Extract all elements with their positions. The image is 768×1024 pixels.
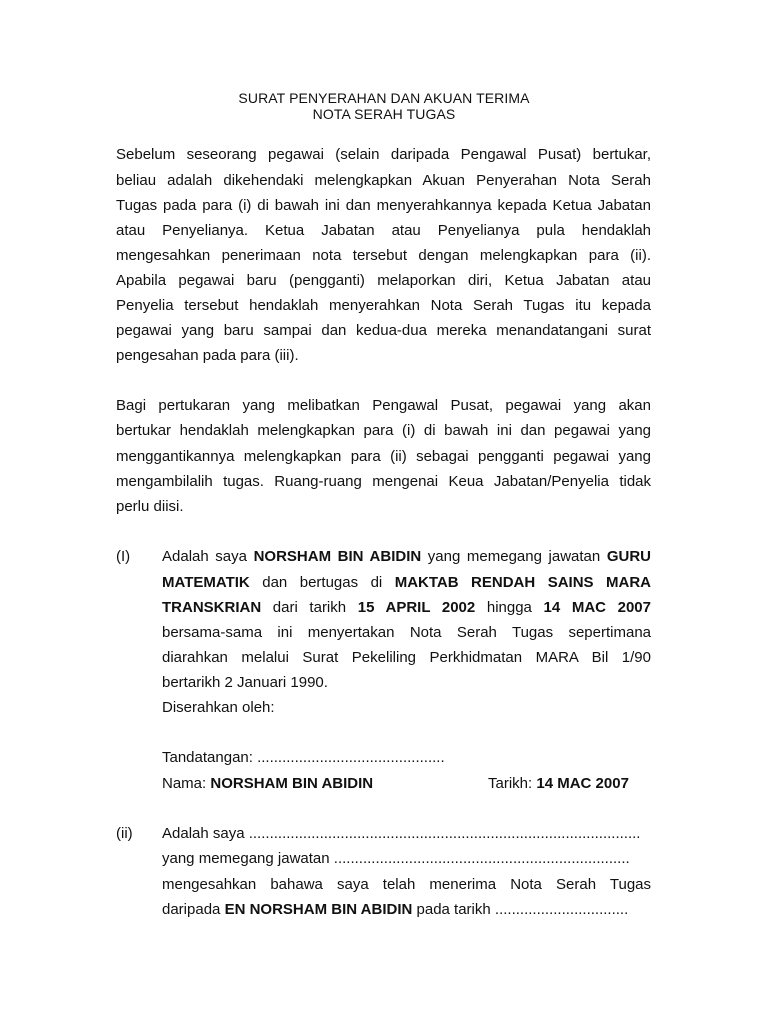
document-title-line1: SURAT PENYERAHAN DAN AKUAN TERIMA: [238, 90, 530, 106]
section-i-line3: [162, 599, 651, 617]
paragraph1-line: pengesahan pada para (iii).: [116, 347, 299, 364]
text: Adalah saya: [162, 548, 254, 565]
section-i-line6: bertarikh 2 Januari 1990.: [162, 674, 328, 691]
section-i-line2: [162, 574, 651, 592]
paragraph2-line: perlu diisi.: [116, 498, 184, 515]
section-ii-line3: mengesahkan bahawa saya telah menerima Nota Serah Tugas: [162, 876, 651, 893]
start-date: 15 APRIL 2002: [357, 599, 476, 616]
paragraph1-line: pegawai yang baru sampai dan kedua-dua mereka menandatangani surat: [116, 322, 651, 339]
paragraph2-line: mengambilalih tugas. Ruang-ruang mengenai Keua Jabatan/Penyelia tidak: [116, 473, 651, 490]
text: dari tarikh: [261, 599, 358, 616]
job-title: MATEMATIK: [162, 574, 250, 591]
section-ii-line1: Adalah saya ..............................................................................................: [162, 825, 641, 842]
paragraph1-line: atau Penyelianya. Ketua Jabatan atau Penyelianya pula hendaklah: [116, 222, 651, 239]
job-title: GURU: [606, 548, 651, 565]
document-title-line2: NOTA SERAH TUGAS: [312, 106, 456, 122]
workplace: MAKTAB RENDAH SAINS MARA: [394, 574, 651, 591]
paragraph2-line: bertukar hendaklah melengkapkan para (i) di bawah ini dan pegawai yang: [116, 422, 651, 439]
section-i-line5: diarahkan melalui Surat Pekeliling Perkhidmatan MARA Bil 1/90: [162, 649, 651, 666]
date-value: 14 MAC 2007: [536, 775, 629, 792]
end-date: 14 MAC 2007: [543, 599, 651, 616]
section-i-label: (I): [116, 548, 131, 565]
signature-line: Tandatangan: .............................................: [162, 749, 445, 766]
officer-name: NORSHAM BIN ABIDIN: [253, 548, 422, 565]
workplace: TRANSKRIAN: [162, 599, 262, 616]
paragraph2-line: Bagi pertukaran yang melibatkan Pengawal Pusat, pegawai yang akan: [116, 397, 651, 414]
name-field: [162, 775, 373, 793]
date-label: Tarikh:: [488, 775, 537, 792]
date-field: [488, 775, 629, 793]
section-i-line1: [162, 548, 651, 566]
paragraph1-line: Penyelia tersebut hendaklah menyerahkan Nota Serah Tugas itu kepada: [116, 297, 651, 314]
name-label: Nama:: [162, 775, 211, 792]
name-value: NORSHAM BIN ABIDIN: [210, 775, 374, 792]
paragraph1-line: beliau adalah dikehendaki melengkapkan Akuan Penyerahan Nota Serah: [116, 172, 651, 189]
text: hingga: [475, 599, 544, 616]
section-ii-label: (ii): [116, 825, 133, 842]
text: dan bertugas di: [249, 574, 395, 591]
section-i-line4: bersama-sama ini menyertakan Nota Serah Tugas sepertimana: [162, 624, 651, 641]
officer-name: EN NORSHAM BIN ABIDIN: [224, 901, 413, 918]
text: daripada: [162, 901, 225, 918]
paragraph1-line: Tugas pada para (i) di bawah ini dan menyerahkannya kepada Ketua Jabatan: [116, 197, 651, 214]
text: yang memegang jawatan: [421, 548, 607, 565]
paragraph2-line: menggantikannya melengkapkan para (ii) sebagai pengganti pegawai yang: [116, 448, 651, 465]
paragraph1-line: Sebelum seseorang pegawai (selain daripada Pengawal Pusat) bertukar,: [116, 146, 651, 163]
text: pada tarikh ................................: [412, 901, 629, 918]
section-ii-line2: yang memegang jawatan .......................................................................: [162, 850, 630, 867]
section-ii-line4: [162, 901, 651, 919]
section-i-line7: Diserahkan oleh:: [162, 699, 275, 716]
paragraph1-line: mengesahkan penerimaan nota tersebut dengan melengkapkan para (ii).: [116, 247, 651, 264]
paragraph1-line: Apabila pegawai baru (pengganti) melaporkan diri, Ketua Jabatan atau: [116, 272, 651, 289]
